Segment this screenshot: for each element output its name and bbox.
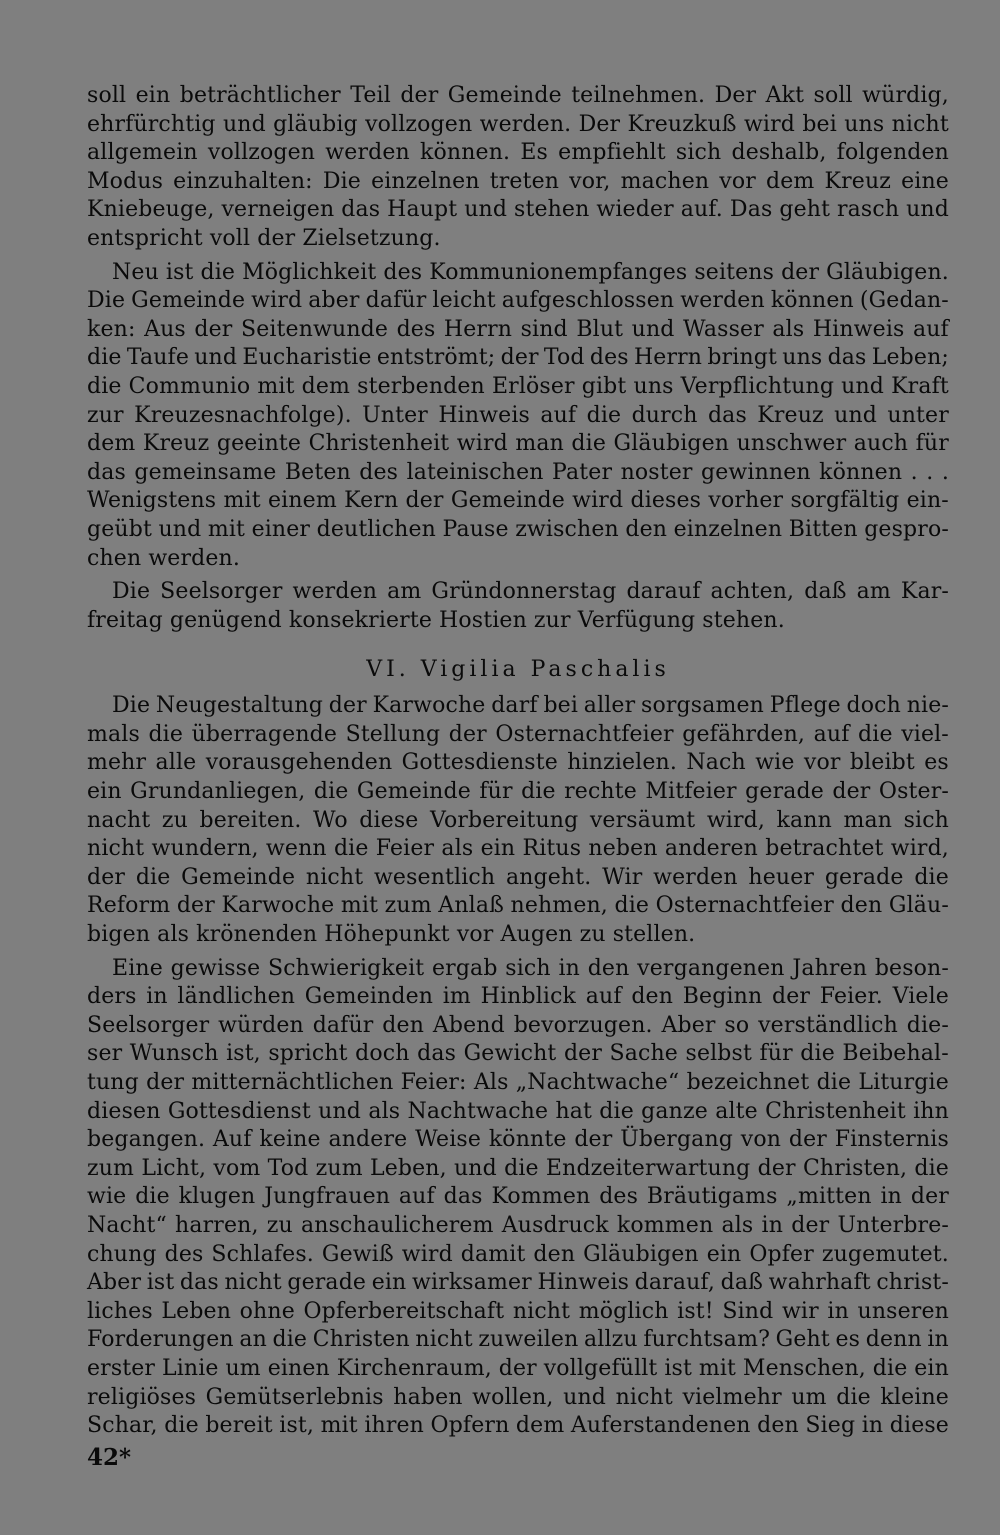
text-line: ser Wunsch ist, spricht doch das Gewicht der Sache selbst für die Beibehal- <box>87 1041 949 1067</box>
text-line: soll ein beträchtlicher Teil der Gemeinde teilnehmen. Der Akt soll würdig, <box>87 83 949 108</box>
text-line: das gemeinsame Beten des lateinischen Pater noster gewinnen können . . . <box>87 459 949 485</box>
section-heading: VI. Vigilia Paschalis <box>366 657 670 683</box>
text-line: zum Licht, vom Tod zum Leben, und die Endzeiterwartung der Christen, die <box>87 1155 949 1181</box>
text-line: wie die klugen Jungfrauen auf das Kommen des Bräutigams „mitten in der <box>87 1184 949 1210</box>
text-line: begangen. Auf keine andere Weise könnte der Übergang von der Finsternis <box>87 1127 949 1153</box>
text-line: Neu ist die Möglichkeit des Kommunionempfanges seitens der Gläubigen. <box>112 259 949 285</box>
text-line: ehrfürchtig und gläubig vollzogen werden. Der Kreuzkuß wird bei uns nicht <box>87 111 949 137</box>
text-line: die Taufe und Eucharistie entströmt; der Tod des Herrn bringt uns das Leben; <box>87 345 949 371</box>
text-line: Wenigstens mit einem Kern der Gemeinde wird dieses vorher sorgfältig ein- <box>87 488 949 514</box>
text-line: chen werden. <box>87 545 240 571</box>
paragraph <box>87 82 949 254</box>
text-line: Eine gewisse Schwierigkeit ergab sich in den vergangenen Jahren beson- <box>112 955 949 981</box>
text-line: Seelsorger würden dafür den Abend bevorzugen. Aber so verständlich die- <box>87 1012 949 1038</box>
text-line: ken: Aus der Seitenwunde des Herrn sind Blut und Wasser als Hinweis auf <box>87 316 949 342</box>
page-number: 42* <box>87 1444 132 1471</box>
text-line: diesen Gottesdienst und als Nachtwache hat die ganze alte Christenheit ihn <box>87 1098 949 1124</box>
text-line: Kniebeuge, verneigen das Haupt und stehen wieder auf. Das geht rasch und <box>87 197 949 223</box>
text-line: ein Grundanliegen, die Gemeinde für die rechte Mitfeier gerade der Oster- <box>87 779 949 805</box>
text-line: geübt und mit einer deutlichen Pause zwischen den einzelnen Bitten gespro- <box>87 516 949 542</box>
text-line: mehr alle vorausgehenden Gottesdienste hinzielen. Nach wie vor bleibt es <box>87 750 949 776</box>
text-line: der die Gemeinde nicht wesentlich angeht. Wir werden heuer gerade die <box>87 864 949 890</box>
text-block-after-heading <box>87 692 949 1440</box>
text-line: nicht wundern, wenn die Feier als ein Ritus neben anderen betrachtet wird, <box>87 836 949 862</box>
paragraph <box>87 259 949 574</box>
text-line: Nacht“ harren, zu anschaulicherem Ausdruck kommen als in der Unterbre- <box>87 1212 949 1238</box>
text-line: Aber ist das nicht gerade ein wirksamer Hinweis darauf, daß wahrhaft christ- <box>87 1270 949 1296</box>
text-line: liches Leben ohne Opferbereitschaft nicht möglich ist! Sind wir in unseren <box>87 1298 949 1324</box>
text-line: Reform der Karwoche mit zum Anlaß nehmen, die Osternachtfeier den Gläu- <box>87 893 949 919</box>
text-line: chung des Schlafes. Gewiß wird damit den Gläubigen ein Opfer zugemutet. <box>87 1241 949 1267</box>
text-line: Die Gemeinde wird aber dafür leicht aufgeschlossen werden können (Gedan- <box>87 288 949 314</box>
text-line: religiöses Gemütserlebnis haben wollen, und nicht vielmehr um die kleine <box>87 1384 949 1410</box>
text-block-before-heading <box>87 82 949 635</box>
text-line: entspricht voll der Zielsetzung. <box>87 225 441 251</box>
text-line: Forderungen an die Christen nicht zuweilen allzu furchtsam? Geht es denn in <box>87 1327 949 1353</box>
text-line: Modus einzuhalten: Die einzelnen treten vor, machen vor dem Kreuz eine <box>87 168 949 194</box>
text-line: zur Kreuzesnachfolge). Unter Hinweis auf die durch das Kreuz und unter <box>87 402 949 428</box>
text-line: allgemein vollzogen werden können. Es empfiehlt sich deshalb, folgenden <box>87 140 949 166</box>
text-line: dem Kreuz geeinte Christenheit wird man die Gläubigen unschwer auch für <box>87 431 949 457</box>
page-text <box>87 82 949 1441</box>
text-line: bigen als krönenden Höhepunkt vor Augen zu stellen. <box>87 922 696 948</box>
text-line: mals die überragende Stellung der Osternachtfeier gefährden, auf die viel- <box>87 721 949 747</box>
text-line: die Communio mit dem sterbenden Erlöser gibt uns Verpflichtung und Kraft <box>87 373 949 399</box>
text-line: nacht zu bereiten. Wo diese Vorbereitung versäumt wird, kann man sich <box>87 807 949 833</box>
paragraph <box>87 692 949 949</box>
text-line: freitag genügend konsekrierte Hostien zur Verfügung stehen. <box>87 607 785 633</box>
paragraph <box>87 955 949 1441</box>
text-line: Die Seelsorger werden am Gründonnerstag darauf achten, daß am Kar- <box>112 579 949 605</box>
text-line: tung der mitternächtlichen Feier: Als „Nachtwache“ bezeichnet die Liturgie <box>87 1070 949 1095</box>
text-line: erster Linie um einen Kirchenraum, der vollgefüllt ist mit Menschen, die ein <box>87 1355 949 1381</box>
text-line: ders in ländlichen Gemeinden im Hinblick auf den Beginn der Feier. Viele <box>87 984 949 1010</box>
paragraph <box>87 578 949 635</box>
text-line: Schar, die bereit ist, mit ihren Opfern dem Auferstandenen den Sieg in diese <box>87 1413 949 1439</box>
text-line: Die Neugestaltung der Karwoche darf bei aller sorgsamen Pflege doch nie- <box>112 693 949 719</box>
